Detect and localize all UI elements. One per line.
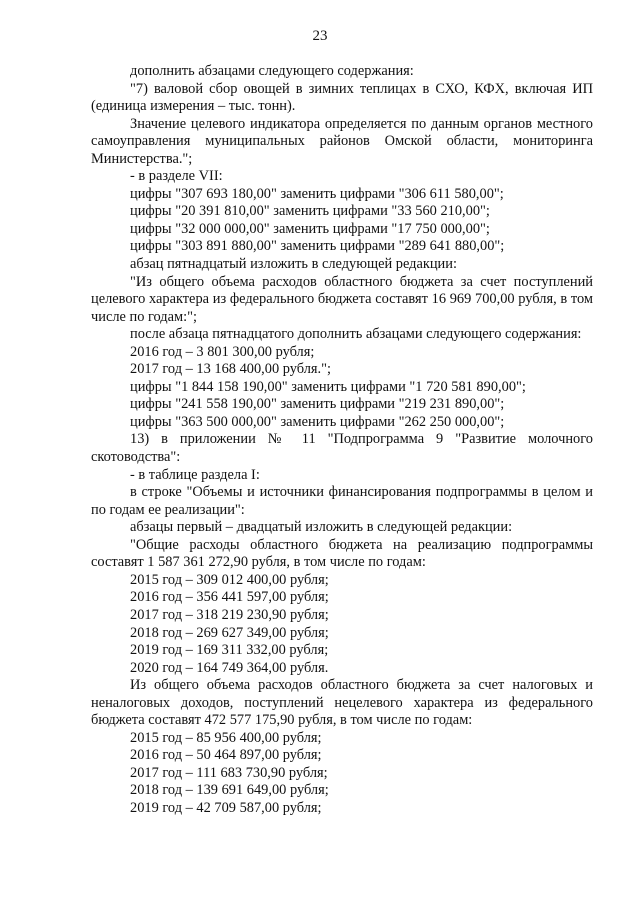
paragraph: 2015 год – 85 956 400,00 рубля;	[130, 729, 322, 746]
paragraph: "7) валовой сбор овощей в зимних теплицах в СХО, КФХ, включая ИП (единица измерения – тыс. тонн).	[91, 80, 593, 115]
paragraph: цифры "363 500 000,00" заменить цифрами "262 250 000,00";	[130, 413, 505, 430]
paragraph: 2019 год – 42 709 587,00 рубля;	[130, 799, 322, 816]
paragraph: Значение целевого индикатора определяется по данным органов местного самоуправления муниципальных районов Омской области, мониторинга Министерства.";	[91, 115, 593, 167]
paragraph: 2018 год – 269 627 349,00 рубля;	[130, 624, 329, 641]
paragraph: 2019 год – 169 311 332,00 рубля;	[130, 642, 329, 659]
paragraph: цифры "32 000 000,00" заменить цифрами "17 750 000,00";	[130, 220, 490, 237]
paragraph: 2016 год – 50 464 897,00 рубля;	[130, 747, 322, 764]
paragraph: 13) в приложении № 11 "Подпрограмма 9 "Развитие молочного скотоводства":	[91, 431, 593, 466]
paragraph: 2016 год – 356 441 597,00 рубля;	[130, 589, 329, 606]
paragraph: 2020 год – 164 749 364,00 рубля.	[130, 659, 329, 676]
paragraph: цифры "307 693 180,00" заменить цифрами "306 611 580,00";	[130, 185, 504, 202]
paragraph: 2018 год – 139 691 649,00 рубля;	[130, 782, 329, 799]
paragraph: абзацы первый – двадцатый изложить в следующей редакции:	[130, 519, 513, 536]
paragraph: цифры "20 391 810,00" заменить цифрами "33 560 210,00";	[130, 203, 490, 220]
paragraph: - в таблице раздела I:	[130, 466, 260, 483]
paragraph: цифры "241 558 190,00" заменить цифрами "219 231 890,00";	[130, 396, 505, 413]
paragraph: в строке "Объемы и источники финансирования подпрограммы в целом и по годам ее реализации":	[91, 484, 593, 518]
paragraph: дополнить абзацами следующего содержания:	[130, 63, 414, 79]
paragraph: 2017 год – 318 219 230,90 рубля;	[130, 606, 329, 623]
paragraph: 2017 год – 13 168 400,00 рубля.";	[130, 361, 332, 378]
paragraph: 2015 год – 309 012 400,00 рубля;	[130, 571, 329, 588]
page-number: 23	[312, 28, 328, 44]
paragraph: после абзаца пятнадцатого дополнить абзацами следующего содержания:	[130, 326, 582, 343]
paragraph: цифры "1 844 158 190,00" заменить цифрами "1 720 581 890,00";	[130, 378, 526, 395]
paragraph: "Общие расходы областного бюджета на реализацию подпрограммы составят 1 587 361 272,90 рубля, в том числе по годам:	[91, 536, 593, 571]
document-body	[91, 63, 593, 818]
paragraph: 2017 год – 111 683 730,90 рубля;	[130, 764, 328, 781]
paragraph: - в разделе VII:	[130, 168, 223, 185]
paragraph: цифры "303 891 880,00" заменить цифрами "289 641 880,00";	[130, 238, 505, 255]
paragraph: "Из общего объема расходов областного бюджета за счет поступлений целевого характера из федерального бюджета составят 16 969 700,00 рубля, в том числе по годам:";	[91, 273, 593, 325]
paragraph: 2016 год – 3 801 300,00 рубля;	[130, 343, 315, 360]
paragraph: Из общего объема расходов областного бюджета за счет налоговых и неналоговых доходов, поступлений нецелевого характера из федерального бюджета составят 472 577 175,90 рубля, в том числе по годам:	[91, 677, 593, 729]
paragraph: абзац пятнадцатый изложить в следующей редакции:	[130, 256, 457, 273]
